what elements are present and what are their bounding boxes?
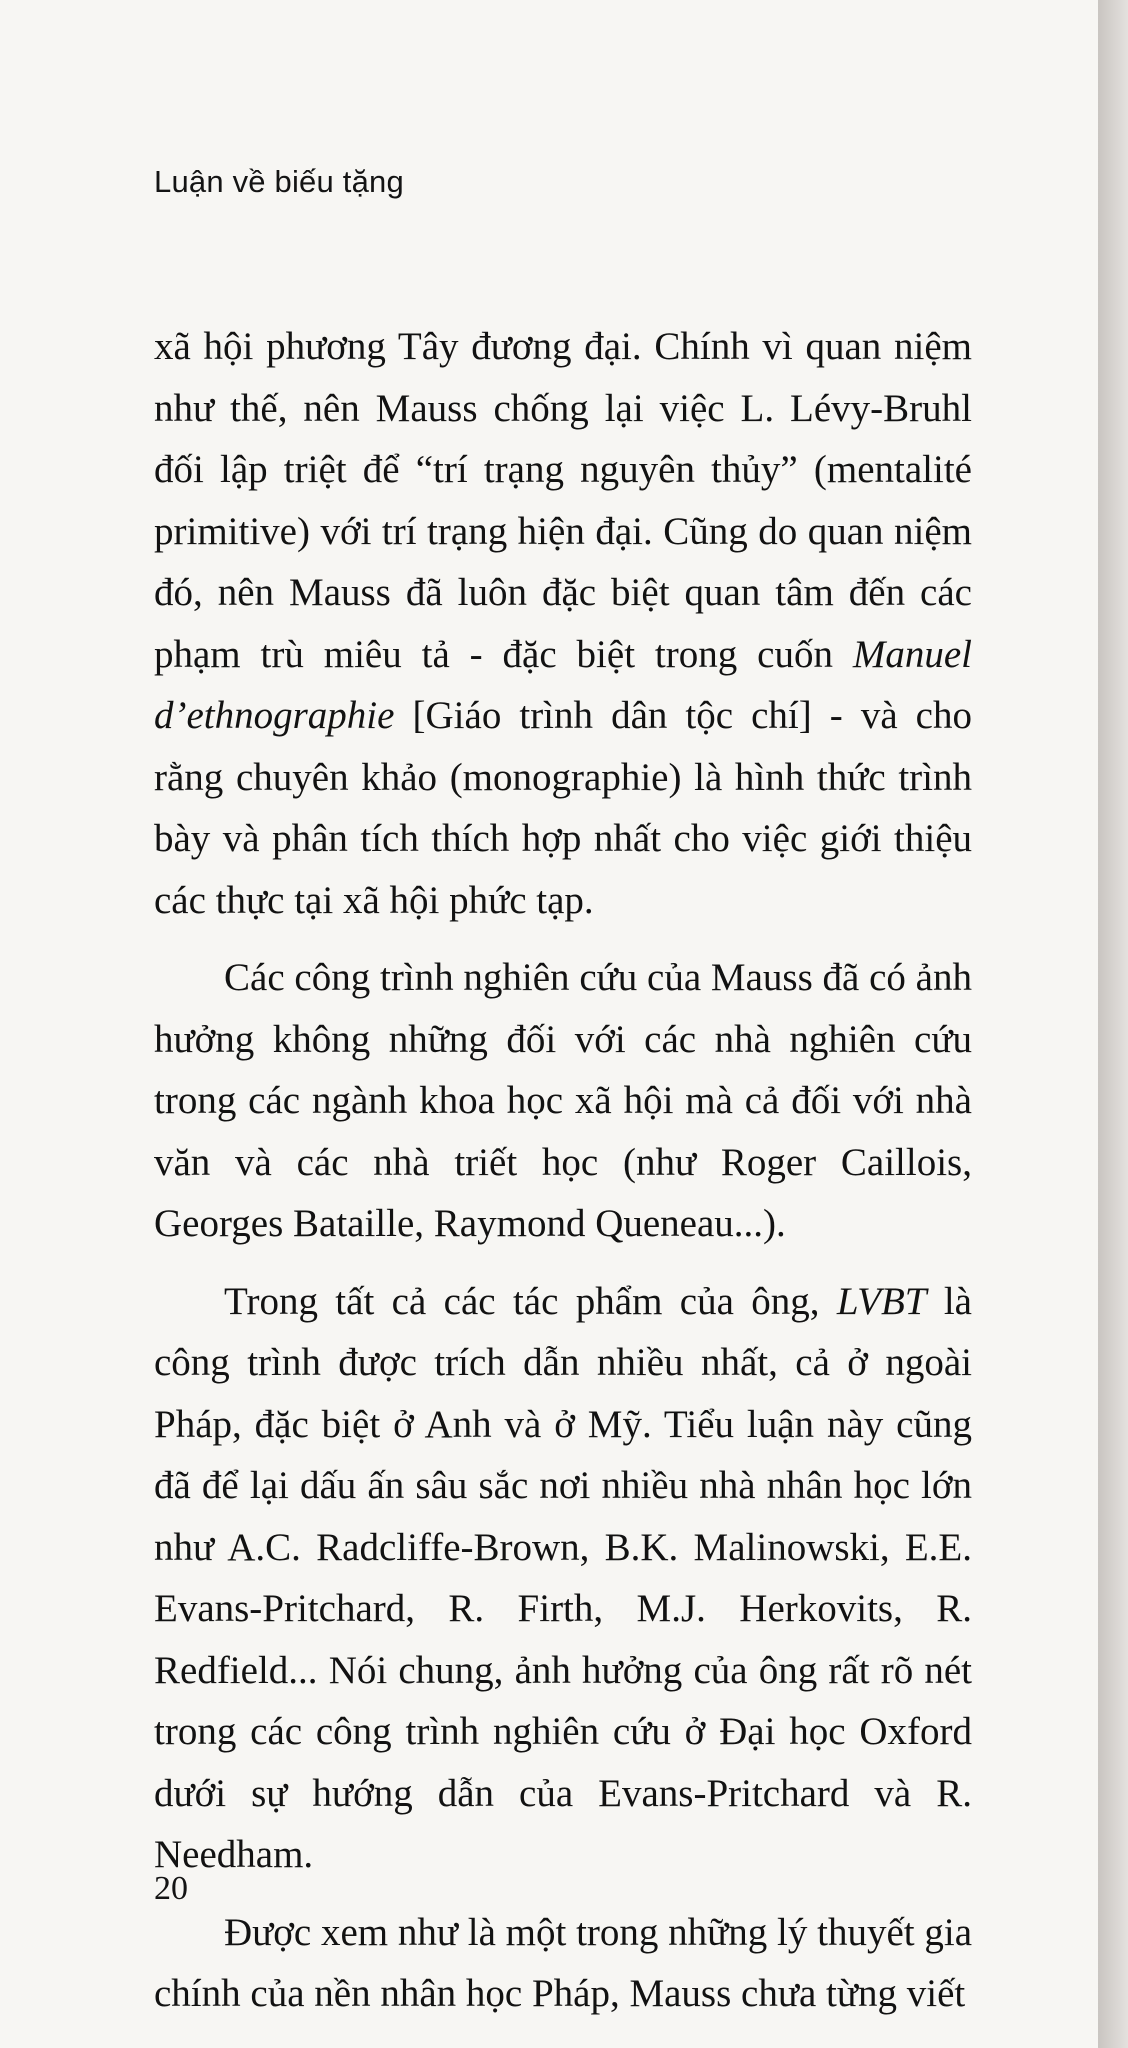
- running-header: Luận về biếu tặng: [154, 164, 404, 199]
- paragraph-3: [154, 1271, 972, 1886]
- paragraph-1-text-a: xã hội phương Tây đương đại. Chính vì quan niệm như thế, nên Mauss chống lại việc L. Lévy-Bruhl đối lập triệt để “trí trạng nguyên thủy” (mentalité primitive) với trí trạng hiện đại. Cũng do quan niệm đó, nên Mauss đã luôn đặc biệt quan tâm đến các phạm trù miêu tả - đặc biệt trong cuốn: [154, 325, 972, 676]
- paragraph-3-text-a: Trong tất cả các tác phẩm của ông,: [224, 1279, 837, 1323]
- paragraph-1-italic-title: Manuel d’ethnographie: [154, 632, 972, 737]
- page-number: 20: [154, 1870, 188, 1907]
- page-edge-shadow: [1098, 0, 1128, 2048]
- body-text: [154, 316, 972, 2041]
- paragraph-4-text: Được xem như là một trong những lý thuyết gia chính của nền nhân học Pháp, Mauss chưa từng viết: [154, 1910, 973, 2015]
- paragraph-1: [154, 316, 972, 931]
- paragraph-3-text-b: là công trình được trích dẫn nhiều nhất, cả ở ngoài Pháp, đặc biệt ở Anh và ở Mỹ. Tiểu luận này cũng đã để lại dấu ấn sâu sắc nơi nhiều nhà nhân học lớn như A.C. Radcliffe-Brown, B.K. Malinowski, E.E. Evans-Pritchard, R. Firth, M.J. Herkovits, R. Redfield... Nói chung, ảnh hưởng của ông rất rõ nét trong các công trình nghiên cứu ở Đại học Oxford dưới sự hướng dẫn của Evans-Pritchard và R. Needham.: [154, 1279, 972, 1876]
- paragraph-2-text: Các công trình nghiên cứu của Mauss đã có ảnh hưởng không những đối với các nhà nghiên cứu trong các ngành khoa học xã hội mà cả đối với nhà văn và các nhà triết học (như Roger Caillois, Georges Bataille, Raymond Queneau...).: [154, 956, 972, 1245]
- paragraph-2: [154, 947, 972, 1255]
- paragraph-3-italic-abbrev: LVBT: [836, 1279, 927, 1323]
- paragraph-1-text-b: [Giáo trình dân tộc chí] - và cho rằng chuyên khảo (monographie) là hình thức trình bày và phân tích thích hợp nhất cho việc giới thiệu các thực tại xã hội phức tạp.: [154, 694, 972, 922]
- paragraph-4: [154, 1902, 972, 2025]
